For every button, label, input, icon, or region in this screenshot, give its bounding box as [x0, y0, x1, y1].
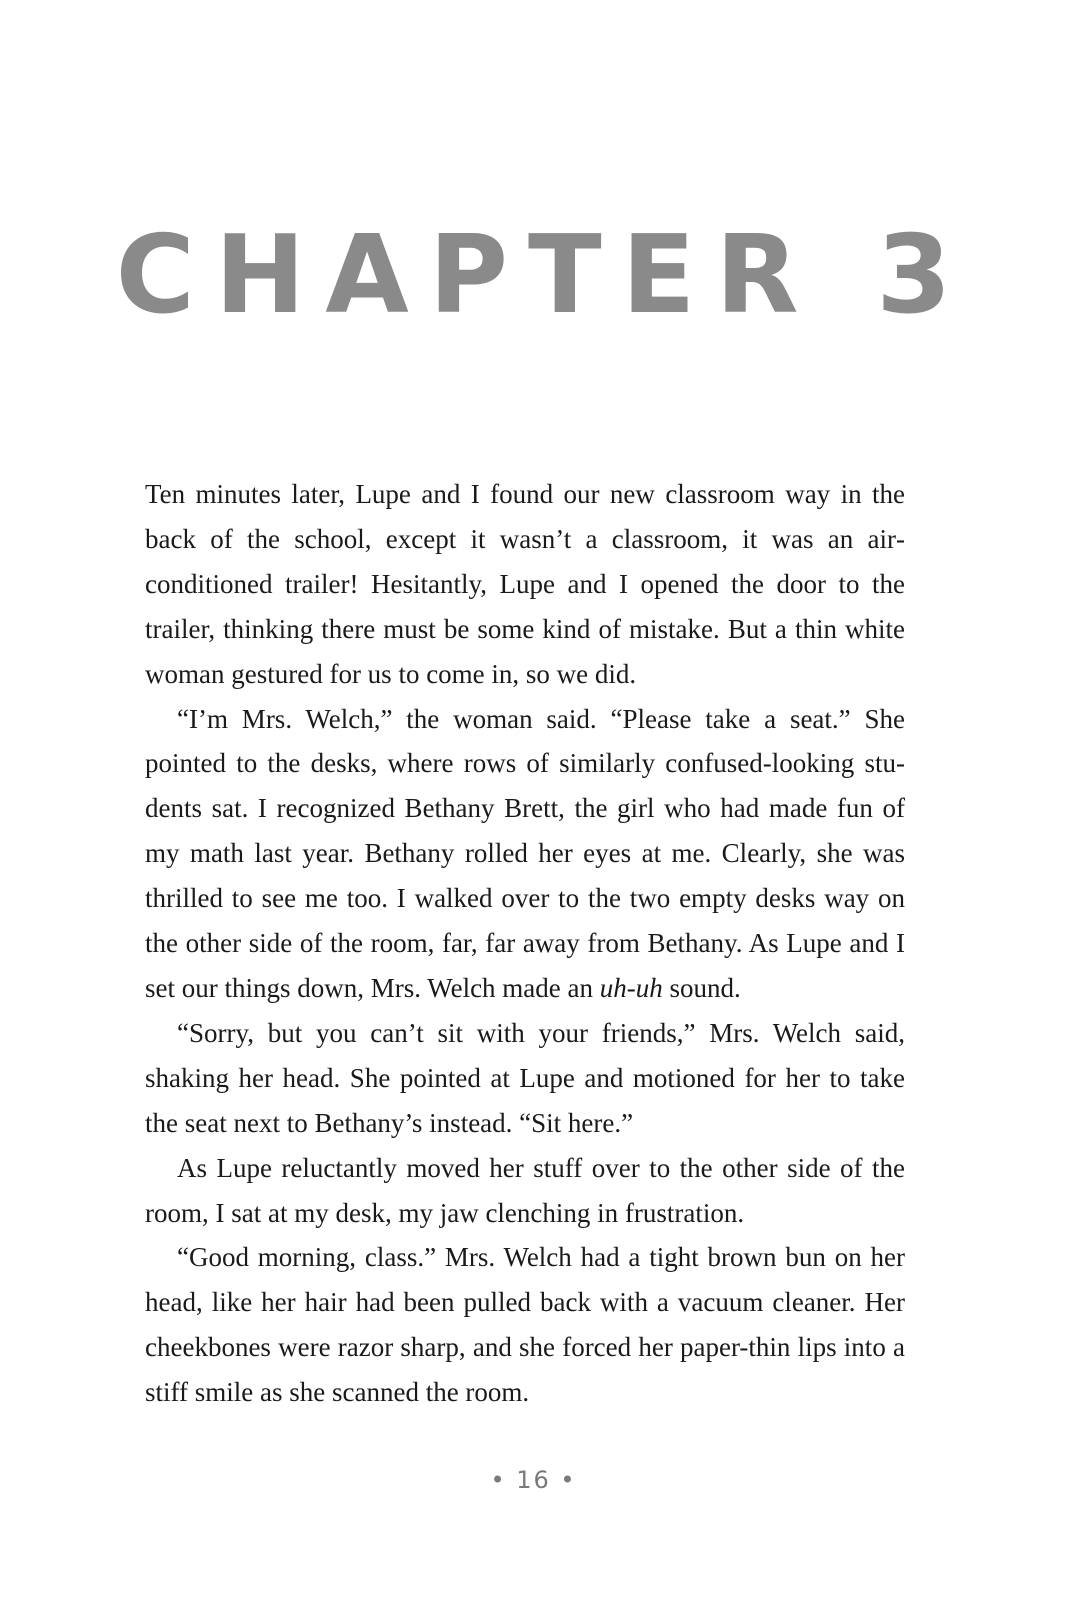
paragraph-1: Ten minutes later, Lupe and I found our new classroom way in the back of the school, except it wasn’t a classroom, it was an airconditioned trailer! Hesitantly, Lupe and I opened the door to the trailer, thinking there must be some kind of mistake. But a thin white woman gestured for us to come in, so we did. — [145, 479, 905, 689]
body-text — [145, 472, 905, 1415]
paragraph-4: As Lupe reluctantly moved her stuff over to the other side of the room, I sat at my desk, my jaw clenching in frustration. — [145, 1152, 905, 1228]
paragraph-2-emphasis: uh-uh — [599, 972, 663, 1003]
paragraph-3: “Sorry, but you can’t sit with your friends,” Mrs. Welch said, shaking her head. She pointed at Lupe and motioned for her to take the seat next to Bethany’s instead. “Sit here.” — [145, 1017, 905, 1138]
paragraph-2-tail: sound. — [662, 972, 741, 1003]
paragraph-2-text: “I’m Mrs. Welch,” the woman said. “Please take a seat.” She pointed to the desks, where rows of similarly confused-looking students sat. I recognized Bethany Brett, the girl who had made fun of my math last year. Bethany rolled her eyes at me. Clearly, she was thrilled to see me too. I walked over to the two empty desks way on the other side of the room, far, far away from Bethany. As Lupe and I set our things down, Mrs. Welch made an — [145, 703, 905, 1003]
page-number: • 16 • — [490, 1466, 577, 1494]
chapter-title: CHAPTER 3 — [115, 213, 972, 338]
paragraph-2 — [145, 697, 905, 1011]
paragraph-5: “Good morning, class.” Mrs. Welch had a tight brown bun on her head, like her hair had been pulled back with a vacuum cleaner. Her cheekbones were razor sharp, and she forced her paper-thin lips into a stiff smile as she scanned the room. — [145, 1242, 905, 1408]
